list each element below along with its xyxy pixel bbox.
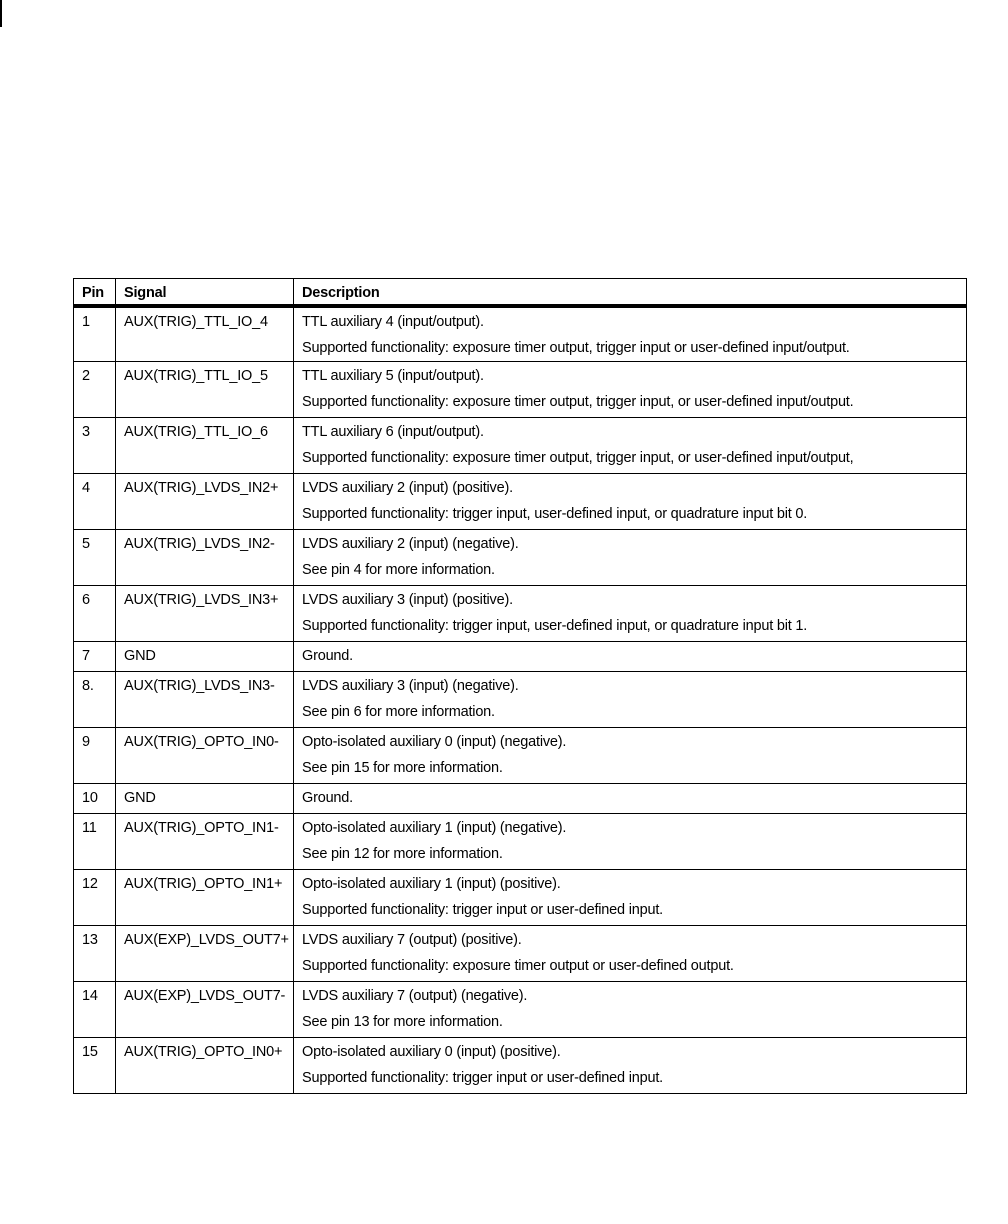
description-line: Opto-isolated auxiliary 0 (input) (negative). — [302, 734, 567, 750]
pin-number — [74, 418, 116, 474]
signal-name-text: AUX(TRIG)_TTL_IO_5 — [124, 368, 268, 384]
signal-description — [294, 728, 967, 784]
table-row — [74, 530, 967, 586]
signal-name-text: GND — [124, 648, 156, 664]
signal-description — [294, 642, 967, 672]
signal-name-text: AUX(TRIG)_TTL_IO_4 — [124, 313, 268, 330]
pin-number — [74, 784, 116, 814]
signal-name — [116, 814, 294, 870]
header-description: Description — [294, 279, 967, 306]
table-row — [74, 870, 967, 926]
signal-description — [294, 926, 967, 982]
pin-number — [74, 926, 116, 982]
signal-name — [116, 586, 294, 642]
table-row — [74, 926, 967, 982]
description-detail-line: Supported functionality: trigger input or user-defined input. — [302, 902, 663, 918]
signal-description — [294, 870, 967, 926]
description-line: Ground. — [302, 648, 353, 664]
pin-number — [74, 982, 116, 1038]
signal-name-text: AUX(TRIG)_OPTO_IN0+ — [124, 1044, 283, 1060]
description-line: LVDS auxiliary 7 (output) (negative). — [302, 988, 528, 1004]
pin-number-text: 4 — [82, 480, 90, 496]
signal-name-text: AUX(TRIG)_LVDS_IN3+ — [124, 592, 279, 608]
signal-name-text: AUX(TRIG)_LVDS_IN3- — [124, 678, 275, 694]
signal-description — [294, 672, 967, 728]
signal-name — [116, 784, 294, 814]
pin-number-text: 14 — [82, 988, 98, 1004]
description-line: Opto-isolated auxiliary 0 (input) (positive). — [302, 1044, 561, 1060]
signal-name-text: AUX(TRIG)_LVDS_IN2+ — [124, 480, 279, 496]
signal-description — [294, 474, 967, 530]
signal-description — [294, 306, 967, 362]
description-detail-line: Supported functionality: exposure timer output, trigger input or user-defined input/output. — [302, 339, 850, 356]
description-line: LVDS auxiliary 3 (input) (positive). — [302, 592, 513, 608]
description-detail-line: Supported functionality: exposure timer output or user-defined output. — [302, 958, 734, 974]
table-row — [74, 814, 967, 870]
description-line: LVDS auxiliary 7 (output) (positive). — [302, 932, 522, 948]
signal-name — [116, 362, 294, 418]
description-line: Ground. — [302, 790, 353, 806]
signal-description — [294, 362, 967, 418]
signal-name — [116, 474, 294, 530]
table-body — [74, 306, 967, 1094]
pin-number — [74, 1038, 116, 1094]
pin-number-text: 13 — [82, 932, 98, 948]
pin-number-text: 8. — [82, 678, 94, 694]
description-line: TTL auxiliary 5 (input/output). — [302, 368, 484, 384]
table-row — [74, 672, 967, 728]
description-line: LVDS auxiliary 2 (input) (negative). — [302, 536, 519, 552]
pin-number — [74, 870, 116, 926]
description-detail-line: See pin 12 for more information. — [302, 846, 503, 862]
table-row — [74, 362, 967, 418]
pin-number — [74, 728, 116, 784]
table-row — [74, 1038, 967, 1094]
signal-name — [116, 530, 294, 586]
description-line: LVDS auxiliary 2 (input) (positive). — [302, 480, 513, 496]
table-row — [74, 642, 967, 672]
table-row — [74, 982, 967, 1038]
pin-number-text: 5 — [82, 536, 90, 552]
signal-name-text: AUX(TRIG)_OPTO_IN1- — [124, 820, 279, 836]
signal-name — [116, 306, 294, 362]
signal-name-text: AUX(EXP)_LVDS_OUT7+ — [124, 932, 289, 948]
signal-name-text: GND — [124, 790, 156, 806]
signal-name-text: AUX(TRIG)_LVDS_IN2- — [124, 536, 275, 552]
signal-description — [294, 784, 967, 814]
description-detail-line: Supported functionality: trigger input, user-defined input, or quadrature input bit 0. — [302, 506, 808, 522]
table-row — [74, 306, 967, 362]
description-detail-line: Supported functionality: trigger input, user-defined input, or quadrature input bit 1. — [302, 618, 808, 634]
signal-name-text: AUX(TRIG)_TTL_IO_6 — [124, 424, 268, 440]
signal-name — [116, 642, 294, 672]
signal-name — [116, 870, 294, 926]
signal-description — [294, 814, 967, 870]
signal-name-text: AUX(EXP)_LVDS_OUT7- — [124, 988, 286, 1004]
header-row — [74, 279, 967, 306]
description-detail-line: See pin 15 for more information. — [302, 760, 503, 776]
description-line: LVDS auxiliary 3 (input) (negative). — [302, 678, 519, 694]
description-detail-line: Supported functionality: exposure timer output, trigger input, or user-defined input/output. — [302, 394, 854, 410]
pin-number — [74, 474, 116, 530]
description-line: TTL auxiliary 4 (input/output). — [302, 313, 484, 330]
table-row — [74, 474, 967, 530]
description-detail-line: See pin 13 for more information. — [302, 1014, 503, 1030]
signal-name — [116, 728, 294, 784]
signal-name-text: AUX(TRIG)_OPTO_IN1+ — [124, 876, 283, 892]
table-row — [74, 418, 967, 474]
pin-number-text: 15 — [82, 1044, 98, 1060]
header-signal: Signal — [116, 279, 294, 306]
signal-name — [116, 1038, 294, 1094]
page-edge-mark — [0, 0, 2, 27]
pin-number-text: 9 — [82, 734, 90, 750]
table-row — [74, 728, 967, 784]
description-line: Opto-isolated auxiliary 1 (input) (positive). — [302, 876, 561, 892]
description-detail-line: Supported functionality: trigger input or user-defined input. — [302, 1070, 663, 1086]
pin-number — [74, 306, 116, 362]
pin-assignment-table — [73, 278, 967, 1094]
header-pin: Pin — [74, 279, 116, 306]
description-line: Opto-isolated auxiliary 1 (input) (negative). — [302, 820, 567, 836]
pin-number — [74, 362, 116, 418]
pin-number-text: 7 — [82, 648, 90, 664]
pin-number — [74, 672, 116, 728]
pin-number — [74, 586, 116, 642]
pin-number-text: 2 — [82, 368, 90, 384]
signal-description — [294, 418, 967, 474]
pin-number-text: 11 — [82, 820, 97, 836]
description-detail-line: See pin 4 for more information. — [302, 562, 495, 578]
description-line: TTL auxiliary 6 (input/output). — [302, 424, 484, 440]
table-row — [74, 784, 967, 814]
signal-name — [116, 418, 294, 474]
pin-number — [74, 642, 116, 672]
signal-description — [294, 530, 967, 586]
signal-name — [116, 926, 294, 982]
signal-description — [294, 1038, 967, 1094]
pin-number-text: 6 — [82, 592, 90, 608]
signal-description — [294, 586, 967, 642]
description-detail-line: Supported functionality: exposure timer output, trigger input, or user-defined input/output, — [302, 450, 854, 466]
pin-number-text: 12 — [82, 876, 98, 892]
description-detail-line: See pin 6 for more information. — [302, 704, 495, 720]
signal-name-text: AUX(TRIG)_OPTO_IN0- — [124, 734, 279, 750]
signal-name — [116, 982, 294, 1038]
pin-number-text: 1 — [82, 313, 90, 330]
signal-name — [116, 672, 294, 728]
pin-number — [74, 814, 116, 870]
pin-number — [74, 530, 116, 586]
signal-description — [294, 982, 967, 1038]
pin-number-text: 3 — [82, 424, 90, 440]
table-row — [74, 586, 967, 642]
table-header — [74, 279, 967, 306]
pin-number-text: 10 — [82, 790, 98, 806]
